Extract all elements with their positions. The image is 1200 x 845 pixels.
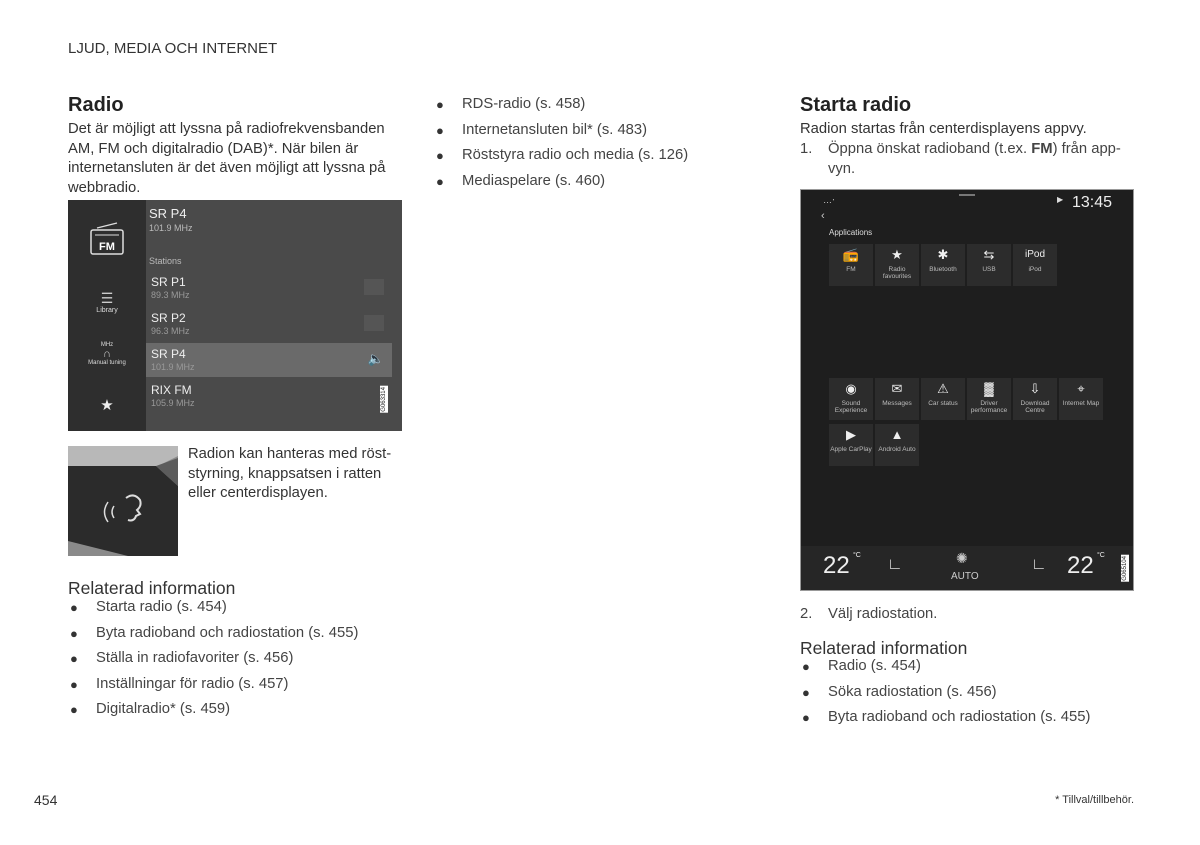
station-frequency: 105.9 MHz: [151, 398, 195, 408]
figure-code: G063314: [381, 387, 387, 412]
related-link[interactable]: ● Röststyra radio och media (s. 126): [436, 147, 689, 164]
temp-unit-right: °C: [1097, 552, 1105, 559]
station-row[interactable]: [146, 271, 392, 305]
signal-icon: …‧: [823, 195, 835, 205]
app-label: Bluetooth: [929, 266, 957, 273]
messages-icon: ✉: [891, 381, 903, 396]
back-icon[interactable]: ‹: [821, 210, 825, 222]
step-2: 2. Välj radiostation.: [800, 606, 938, 622]
library-label: Library: [96, 307, 118, 314]
stations-label: Stations: [149, 256, 182, 266]
app-label: FM: [846, 266, 856, 273]
clock: 13:45: [1072, 194, 1113, 211]
app-tile[interactable]: [921, 244, 965, 286]
app-label: Sound Experience: [834, 400, 868, 414]
step-1: 1. Öppna önskat radioband (t.ex. FM) från app- vyn.: [800, 141, 1121, 177]
related-link[interactable]: ● Digitalradio* (s. 459): [70, 701, 231, 718]
station-name: SR P1: [151, 275, 186, 289]
auto-label[interactable]: AUTO: [951, 571, 979, 582]
speaker-icon: ◉: [845, 381, 857, 396]
climate-bar: [801, 546, 1133, 590]
center-display-screenshot: [800, 189, 1134, 591]
app-tile[interactable]: [1013, 244, 1057, 286]
temp-unit-left: °C: [853, 552, 861, 559]
play-icon: ▶: [1057, 195, 1064, 204]
app-label: Driver performance: [970, 400, 1008, 414]
temp-left[interactable]: 22: [823, 552, 850, 579]
caption-line: eller centerdisplayen.: [188, 485, 328, 501]
app-label: Radio favourites: [882, 266, 912, 280]
station-frequency: 89.3 MHz: [151, 290, 190, 300]
start-radio-intro: Radion startas från centerdisplayens appvy.: [800, 121, 1087, 137]
intro-line: Det är möjligt att lyssna på radiofrekvensbanden: [68, 121, 385, 137]
temp-right[interactable]: 22: [1067, 552, 1094, 579]
app-tile[interactable]: [967, 378, 1011, 420]
seat-heat-right-icon[interactable]: ∟: [1031, 556, 1047, 573]
library-icon: ☰: [100, 290, 114, 306]
app-label: Android Auto: [878, 446, 916, 453]
tuning-icon: ∩: [103, 348, 111, 360]
current-frequency: 101.9 MHz: [149, 223, 193, 233]
related-list-2: [800, 654, 1090, 731]
intro-line: AM, FM och digitalradio (DAB)*. När bilen är: [68, 140, 359, 157]
radio-main: [146, 200, 402, 431]
radio-favourites-icon: ★: [100, 397, 114, 414]
radio-favourites-button[interactable]: [78, 396, 136, 414]
car-status-icon: ⚠: [937, 381, 949, 396]
android-auto-icon: ▲: [890, 427, 904, 442]
app-label: Internet Map: [1062, 400, 1100, 407]
station-row[interactable]: [146, 307, 392, 341]
related-info-title-2: Relaterad information: [800, 638, 968, 658]
radio-title: Radio: [68, 94, 124, 116]
station-row[interactable]: [146, 379, 392, 413]
app-tile[interactable]: [875, 378, 919, 420]
radio-intro: [68, 120, 408, 198]
fm-icon: [78, 222, 136, 258]
applications-label: Applications: [829, 228, 873, 237]
related-list: [68, 595, 358, 723]
manual-tuning-button[interactable]: [78, 342, 136, 366]
fan-icon[interactable]: ✺: [956, 550, 968, 566]
app-tile[interactable]: [1013, 378, 1057, 420]
voice-button-photo: [68, 446, 178, 556]
usb-icon: ⇆: [983, 247, 995, 262]
app-tile[interactable]: [875, 424, 919, 466]
caption-line: Radion kan hanteras med röst-: [188, 446, 392, 462]
voice-caption: [188, 445, 408, 504]
library-button[interactable]: [78, 290, 136, 314]
carplay-icon: ▶: [846, 427, 856, 442]
app-tile[interactable]: [1059, 378, 1103, 420]
app-tile[interactable]: [829, 378, 873, 420]
related-link[interactable]: ● Mediaspelare (s. 460): [436, 172, 606, 189]
fm-icon: 📻: [842, 247, 860, 262]
station-name: SR P2: [151, 311, 186, 325]
station-name: SR P4: [151, 347, 186, 361]
status-bar: [801, 190, 1133, 214]
station-name: RIX FM: [151, 383, 192, 397]
radio-screenshot: [68, 200, 402, 431]
page-number: 454: [34, 792, 58, 808]
related-info-title: Relaterad information: [68, 578, 236, 598]
related-link[interactable]: ● Radio (s. 454): [802, 658, 921, 674]
app-label: Car status: [928, 400, 958, 407]
app-label: Messages: [882, 400, 912, 407]
caption-line: styrning, knappsatsen i ratten: [188, 465, 382, 482]
ipod-icon: iPod: [1024, 249, 1045, 260]
bluetooth-icon: ✱: [937, 247, 949, 262]
steps-list: [800, 140, 1140, 179]
favourite-mark[interactable]: [364, 315, 384, 331]
station-frequency: 101.9 MHz: [151, 362, 195, 372]
speaker-icon: 🔈: [367, 351, 384, 366]
figure-code: G065104: [1122, 556, 1128, 581]
related-link[interactable]: ● Byta radioband och radiostation (s. 455): [802, 709, 1091, 726]
radio-sidebar: [68, 200, 146, 431]
app-label: Download Centre: [1020, 400, 1050, 414]
more-related-list: [434, 92, 688, 194]
related-link[interactable]: ● Starta radio (s. 454): [70, 599, 227, 615]
app-tile[interactable]: [921, 378, 965, 420]
favourite-mark[interactable]: [364, 279, 384, 295]
start-radio-title: Starta radio: [800, 94, 912, 116]
radio-favourites-icon: ★: [891, 247, 903, 262]
related-link[interactable]: ● Ställa in radiofavoriter (s. 456): [70, 650, 294, 667]
manual-tuning-label: Manual tuning: [88, 360, 126, 366]
svg-text:FM: FM: [99, 241, 115, 253]
app-label: iPod: [1028, 266, 1042, 273]
internet-map-icon: ⌖: [1077, 381, 1085, 396]
app-tile[interactable]: [967, 244, 1011, 286]
related-link[interactable]: ● Internetansluten bil* (s. 483): [436, 121, 648, 138]
related-link[interactable]: ● Söka radiostation (s. 456): [802, 683, 997, 700]
current-station: SR P4: [149, 206, 187, 221]
app-tile[interactable]: [829, 244, 873, 286]
related-link[interactable]: ● Inställningar för radio (s. 457): [70, 675, 289, 692]
steps-list-2: [800, 605, 937, 625]
driver-performance-icon: ▓: [984, 381, 994, 396]
footnote: * Tillval/tillbehör.: [1055, 794, 1134, 806]
mhz-label: MHz: [100, 342, 114, 348]
app-label: Apple CarPlay: [830, 446, 872, 453]
station-row-selected[interactable]: [146, 343, 392, 377]
app-tile[interactable]: [875, 244, 919, 286]
pull-down-tab[interactable]: [959, 194, 975, 196]
related-link[interactable]: ● Byta radioband och radiostation (s. 455): [70, 624, 359, 641]
station-frequency: 96.3 MHz: [151, 326, 190, 336]
app-tile[interactable]: [829, 424, 873, 466]
seat-heat-left-icon[interactable]: ∟: [887, 556, 903, 573]
intro-line: internetansluten är det även möjligt att lyssna på: [68, 160, 386, 176]
download-icon: ⇩: [1029, 381, 1041, 396]
intro-line: webbradio.: [68, 179, 141, 196]
app-label: USB: [982, 266, 996, 273]
related-link[interactable]: ● RDS-radio (s. 458): [436, 96, 586, 112]
section-header: LJUD, MEDIA OCH INTERNET: [68, 40, 278, 57]
